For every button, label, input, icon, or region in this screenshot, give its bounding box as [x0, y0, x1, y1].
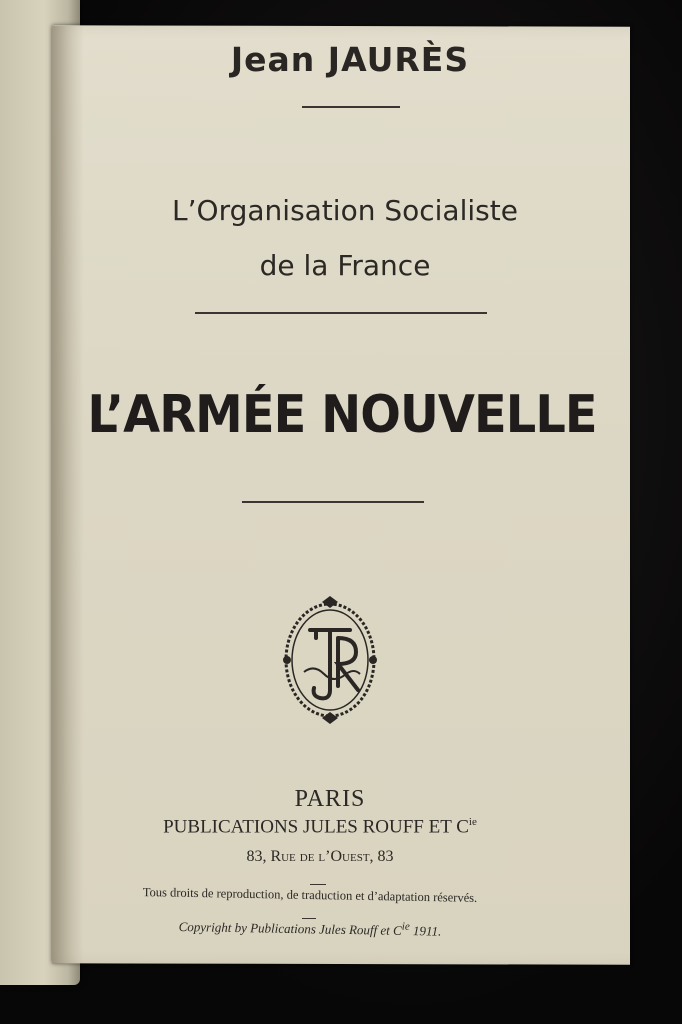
rule-under-author — [302, 106, 400, 108]
rule-under-series — [195, 312, 487, 314]
imprint-city: PARIS — [294, 786, 366, 812]
imprint-address: 83, Rue de l’Ouest, 83 — [246, 848, 394, 865]
author-name: Jean JAURÈS — [230, 40, 470, 79]
publisher-monogram-emblem — [280, 594, 380, 726]
imprint-publisher — [120, 816, 520, 838]
copyright-year: 1911. — [409, 923, 442, 939]
series-title-line-1: L’Organisation Socialiste — [172, 194, 518, 227]
series-title-line-2: de la France — [259, 249, 431, 282]
publisher-name: PUBLICATIONS JULES ROUFF ET C — [163, 816, 469, 838]
rule-under-address — [310, 884, 326, 885]
publisher-suffix: ie — [468, 816, 477, 828]
copyright-text: Copyright by Publications Jules Rouff et C — [178, 919, 402, 938]
rule-under-title — [242, 501, 424, 503]
rights-notice: Tous droits de reproduction, de traduction et d’adaptation réservés. — [142, 885, 478, 905]
monogram-icon — [280, 594, 380, 726]
series-title — [100, 183, 590, 293]
copyright-suffix: ie — [401, 920, 410, 933]
book-title: L’ARMÉE NOUVELLE — [87, 385, 597, 445]
